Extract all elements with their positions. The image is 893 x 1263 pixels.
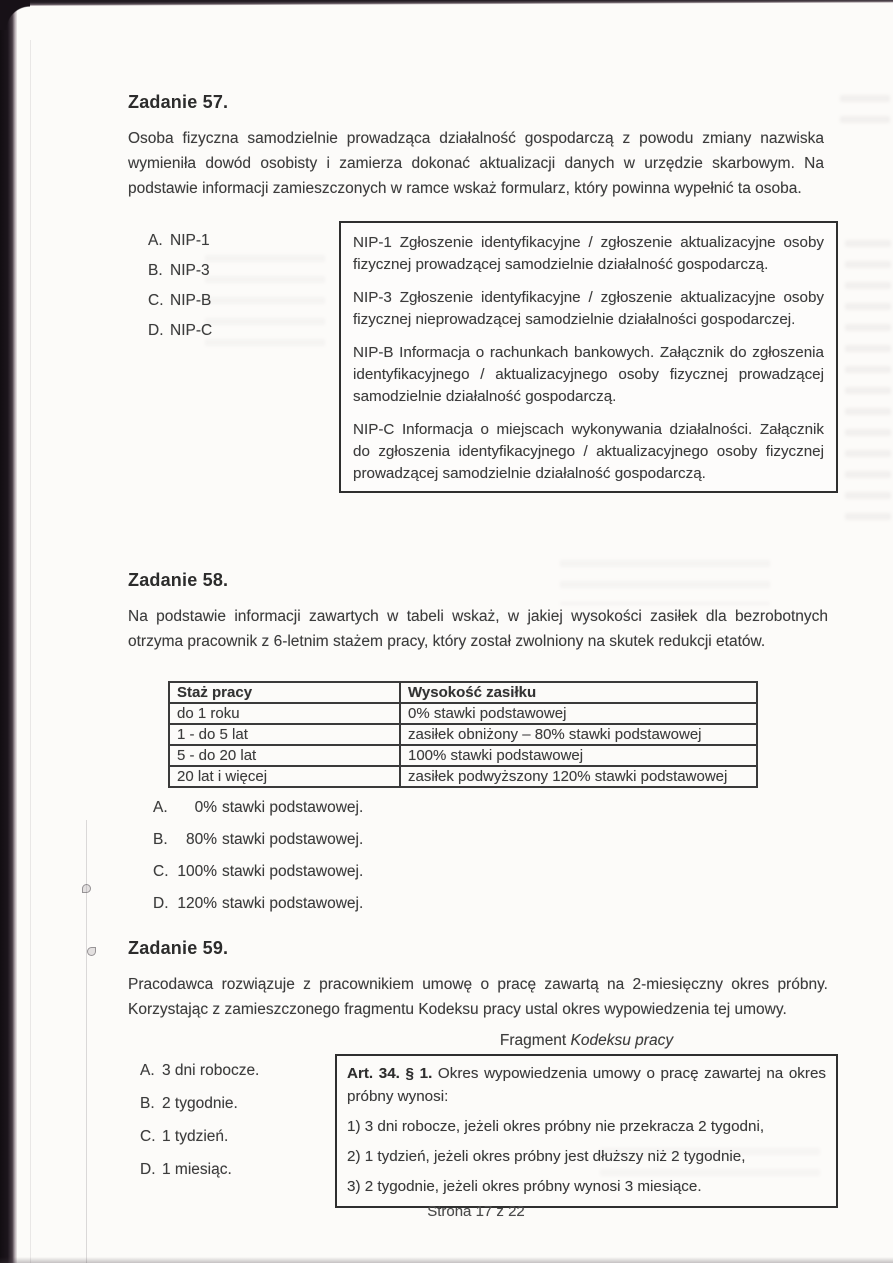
task59-title: Zadanie 59. <box>128 938 229 958</box>
option-text: stawki podstawowej. <box>222 831 364 848</box>
task57-title: Zadanie 57. <box>128 92 229 112</box>
task58-option-c <box>153 861 363 883</box>
fragment-caption-title: Kodeksu pracy <box>570 1032 674 1049</box>
scan-bottom-shadow <box>0 1257 893 1263</box>
option-letter: B. <box>140 1095 155 1112</box>
scan-left-edge <box>0 0 17 1263</box>
option-letter: A. <box>148 232 163 249</box>
task58-option-b <box>153 829 363 851</box>
table-cell: 20 lat i więcej <box>169 766 400 787</box>
table-cell: 0% stawki podstawowej <box>400 703 757 724</box>
task58-title: Zadanie 58. <box>128 570 229 590</box>
option-value: 100% <box>177 863 217 880</box>
option-letter: C. <box>153 863 169 880</box>
task59-option-b <box>140 1093 259 1115</box>
fragment-caption <box>335 1032 838 1050</box>
option-text: 1 tydzień. <box>162 1128 229 1145</box>
option-text: stawki podstawowej. <box>222 895 364 912</box>
page-number: Strona 17 z 22 <box>427 1203 525 1220</box>
law-item-2: 2) 1 tydzień, jeżeli okres próbny jest dłuższy niż 2 tygodnie, <box>347 1148 746 1165</box>
law-item-3: 3) 2 tygodnie, jeżeli okres próbny wynosi 3 miesiące. <box>347 1178 702 1195</box>
option-text: stawki podstawowej. <box>222 863 364 880</box>
option-letter: A. <box>140 1062 155 1079</box>
scan-bleedthrough <box>845 240 891 530</box>
task58-option-d <box>153 893 363 915</box>
task57-option-b <box>148 260 212 282</box>
option-value: 120% <box>177 895 217 912</box>
option-letter: D. <box>153 895 169 912</box>
option-text: stawki podstawowej. <box>222 799 364 816</box>
table-header-row <box>169 682 757 703</box>
table-header-staz: Staż pracy <box>169 682 400 703</box>
table-header-wysokosc: Wysokość zasiłku <box>400 682 757 703</box>
option-letter: B. <box>153 831 168 848</box>
option-text: NIP-C <box>170 322 213 339</box>
option-letter: D. <box>140 1161 156 1178</box>
benefits-table <box>168 681 758 788</box>
task57-intro: Osoba fizyczna samodzielnie prowadząca działalność gospodarczą z powodu zmiany nazwiska wymieniła dowód osobisty i zamierza dokonać aktualizacji danych w urzędzie skarbowym. Na podstawie informacji zamieszczonych w ramce wskaż formularz, który powinna wypełnić ta osoba. <box>128 130 824 197</box>
task57-info-box <box>339 221 838 493</box>
table-cell: 5 - do 20 lat <box>169 745 400 766</box>
info-paragraph-nipb: NIP-B Informacja o rachunkach bankowych. Załącznik do zgłoszenia identyfikacyjnego / aktualizacyjnego osoby fizycznej prowadzącej samodzielnie działalność gospodarczą. <box>353 344 824 405</box>
option-letter: C. <box>140 1128 156 1145</box>
scan-bleedthrough <box>205 255 325 350</box>
law-box <box>335 1054 838 1208</box>
info-paragraph-nipc: NIP-C Informacja o miejscach wykonywania działalności. Załącznik do zgłoszenia identyfikacyjnego / aktualizacyjnego osoby fizycznej prowadzącej samodzielnie działalność gospodarczą. <box>353 421 824 482</box>
task59-option-d <box>140 1159 259 1181</box>
info-paragraph-nip3: NIP-3 Zgłoszenie identyfikacyjne / zgłoszenie aktualizacyjne osoby fizycznej nieprowadzącej samodzielnie działalności gospodarczej. <box>353 289 824 328</box>
table-row <box>169 703 757 724</box>
task57-option-d <box>148 320 212 342</box>
task57-option-c <box>148 290 212 312</box>
law-article-number: Art. 34. § 1. <box>347 1065 433 1082</box>
task58-option-a <box>153 797 363 819</box>
option-value: 80% <box>185 831 217 848</box>
task58-intro: Na podstawie informacji zawartych w tabeli wskaż, w jakiej wysokości zasiłek dla bezrobotnych otrzyma pracownik z 6-letnim stażem pracy, który został zwolniony na skutek redukcji etatów. <box>128 608 828 650</box>
info-paragraph-nip1: NIP-1 Zgłoszenie identyfikacyjne / zgłoszenie aktualizacyjne osoby fizycznej prowadzącej samodzielnie działalność gospodarczą. <box>353 234 824 273</box>
table-row <box>169 724 757 745</box>
table-row <box>169 745 757 766</box>
scan-bleedthrough <box>560 560 770 605</box>
law-article-text: Okres wypowiedzenia umowy o pracę zawartej na okres próbny wynosi: <box>347 1065 827 1105</box>
scan-bleedthrough <box>840 95 890 135</box>
task59-options <box>140 1060 259 1192</box>
table-cell: zasiłek obniżony – 80% stawki podstawowej <box>400 724 757 745</box>
option-text: 3 dni robocze. <box>162 1062 260 1079</box>
task59-option-a <box>140 1060 259 1082</box>
option-letter: D. <box>148 322 164 339</box>
task58-options <box>153 797 363 925</box>
task59-option-c <box>140 1126 259 1148</box>
option-letter: B. <box>148 262 163 279</box>
page-fold-line <box>30 40 31 1263</box>
table-cell: zasiłek podwyższony 120% stawki podstawowej <box>400 766 757 787</box>
option-value: 0% <box>194 799 217 816</box>
table-cell: 1 - do 5 lat <box>169 724 400 745</box>
option-text: 2 tygodnie. <box>162 1095 238 1112</box>
option-text: NIP-1 <box>170 232 210 249</box>
option-text: NIP-3 <box>170 262 210 279</box>
table-cell: 100% stawki podstawowej <box>400 745 757 766</box>
task59-intro: Pracodawca rozwiązuje z pracownikiem umowę o pracę zawartą na 2-miesięczny okres próbny. Korzystając z zamieszczonego fragmentu Kodeksu pracy ustal okres wypowiedzenia tej umowy. <box>128 976 828 1018</box>
table-cell: do 1 roku <box>169 703 400 724</box>
scan-top-edge <box>0 0 893 6</box>
law-item-1: 1) 3 dni robocze, jeżeli okres próbny nie przekracza 2 tygodni, <box>347 1118 765 1135</box>
option-text: NIP-B <box>170 292 212 309</box>
task57-options <box>148 230 212 350</box>
binding-mark <box>87 947 96 956</box>
scan-corner <box>0 0 30 30</box>
fragment-caption-prefix: Fragment <box>499 1032 571 1049</box>
task57-option-a <box>148 230 212 252</box>
table-row <box>169 766 757 787</box>
law-article-lead <box>347 1062 826 1108</box>
binding-mark <box>82 884 91 893</box>
option-letter: A. <box>153 799 168 816</box>
option-text: 1 miesiąc. <box>162 1161 232 1178</box>
option-letter: C. <box>148 292 164 309</box>
